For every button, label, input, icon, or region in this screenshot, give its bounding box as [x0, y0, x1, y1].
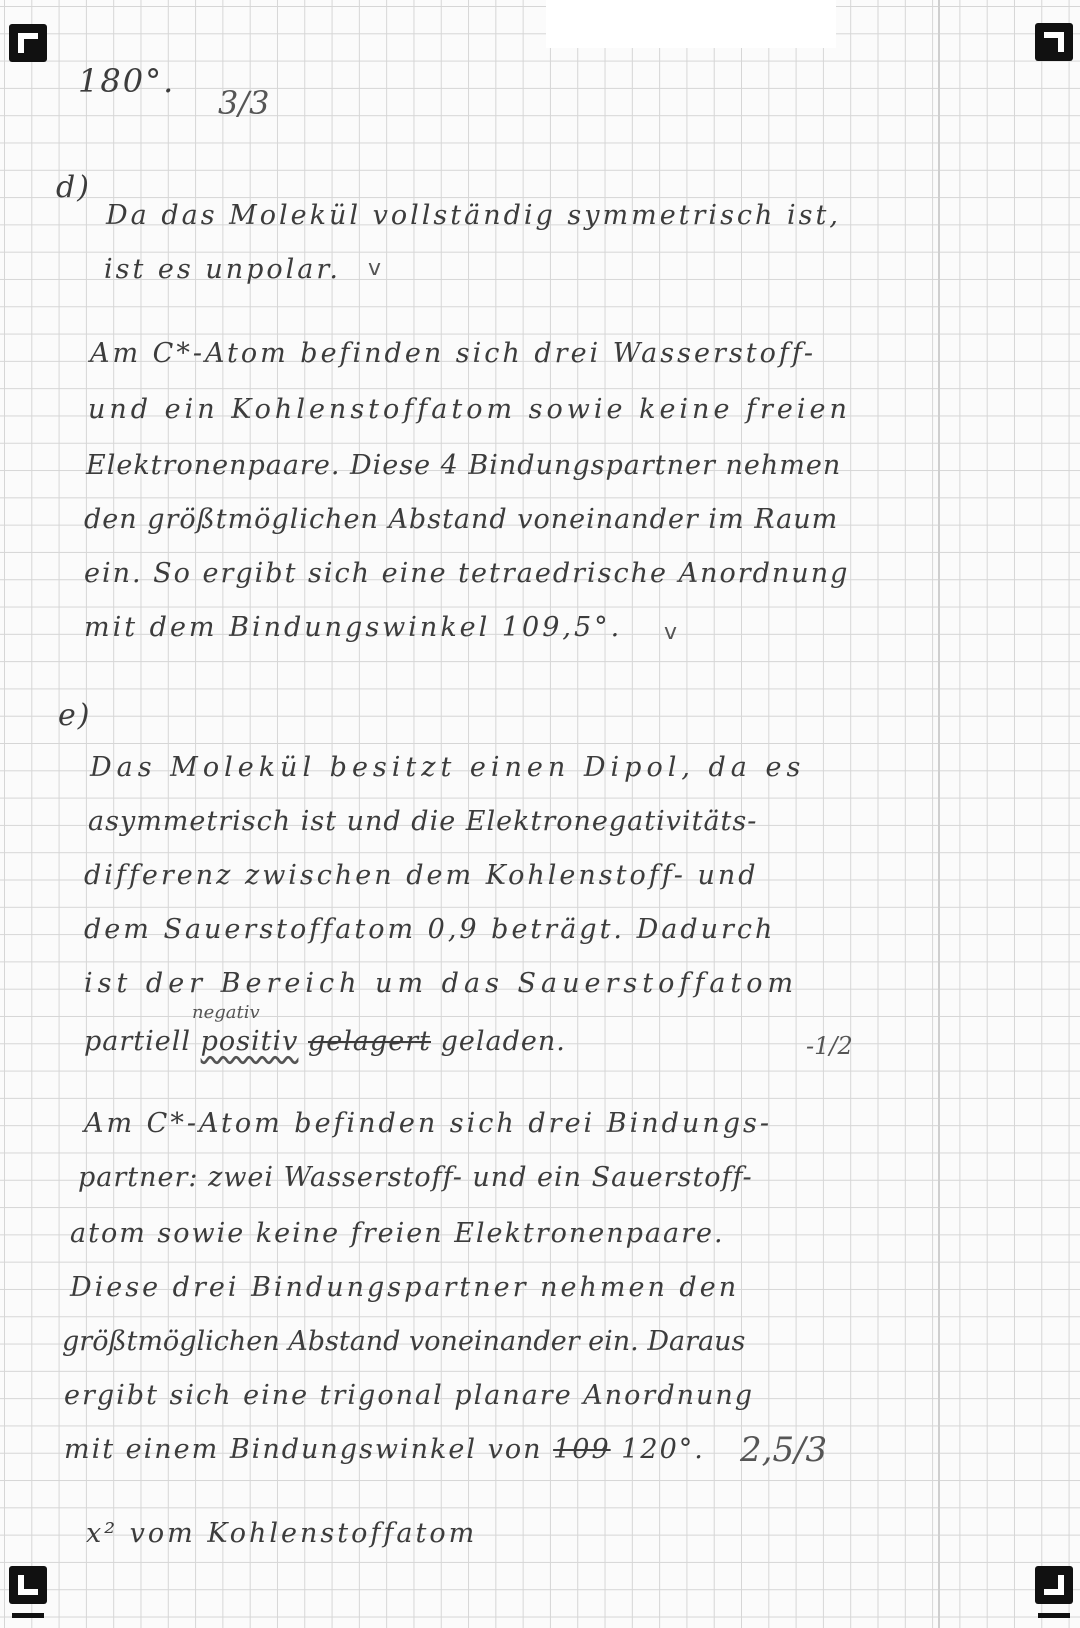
inserted-word-negativ: negativ: [192, 1002, 260, 1023]
scan-bar-left: [12, 1613, 44, 1618]
e-line-13-end: 120°.: [621, 1434, 705, 1465]
score-top: 3/3: [218, 84, 270, 122]
d-line-1: Da das Molekül vollständig symmetrisch ist,: [106, 200, 841, 231]
e-line-1: Das Molekül besitzt einen Dipol, da es: [90, 752, 806, 783]
d-line-4: und ein Kohlenstoffatom sowie keine freien: [88, 394, 851, 425]
e-line-2: asymmetrisch ist und die Elektronegativitäts-: [88, 806, 758, 837]
crossed-word-gelagert: gelagert: [308, 1026, 432, 1057]
e-line-13-start: mit einem Bindungswinkel von: [64, 1434, 543, 1465]
angle-value: 180°.: [78, 62, 176, 100]
e-line-6-start: partiell: [84, 1026, 192, 1057]
label-d: d): [56, 170, 91, 205]
d-line-3: Am C*-Atom befinden sich drei Wasserstoff-: [90, 338, 816, 369]
d-line-8: mit dem Bindungswinkel 109,5°.: [84, 612, 623, 643]
e-line-10: Diese drei Bindungspartner nehmen den: [70, 1272, 740, 1303]
margin-line: [938, 0, 940, 1628]
check-mark-1: v: [368, 256, 382, 281]
e-line-6: [84, 1026, 566, 1057]
e-line-8: partner: zwei Wasserstoff- und ein Sauerstoff-: [78, 1162, 753, 1193]
d-line-6: den größtmöglichen Abstand voneinander im Raum: [84, 504, 839, 535]
e-line-4: dem Sauerstoffatom 0,9 beträgt. Dadurch: [84, 914, 776, 945]
crossed-word-positiv: positiv: [200, 1026, 299, 1057]
e-line-12: ergibt sich eine trigonal planare Anordnung: [64, 1380, 755, 1411]
scan-corner-marker-top-left-icon: [9, 24, 47, 62]
e-line-9: atom sowie keine freien Elektronenpaare.: [70, 1218, 725, 1249]
e-line-3: differenz zwischen dem Kohlenstoff- und: [84, 860, 759, 891]
footnote: x² vom Kohlenstoffatom: [86, 1518, 478, 1549]
d-line-2: ist es unpolar.: [104, 254, 341, 285]
scan-corner-marker-top-right-icon: [1035, 23, 1073, 61]
e-line-13: [64, 1434, 705, 1465]
scan-top-strip: [546, 0, 836, 48]
score-e: 2,5/3: [740, 1430, 828, 1470]
label-e: e): [58, 698, 92, 733]
scan-corner-marker-bottom-left-icon: [9, 1566, 47, 1604]
e-line-5: ist der Bereich um das Sauerstoffatom: [84, 968, 799, 999]
e-line-7: Am C*-Atom befinden sich drei Bindungs-: [84, 1108, 772, 1139]
e-line-6-end: geladen.: [440, 1026, 566, 1057]
scan-bar-right: [1038, 1613, 1070, 1618]
check-mark-2: v: [664, 620, 678, 645]
e-line-11: größtmöglichen Abstand voneinander ein. Daraus: [62, 1326, 746, 1357]
crossed-number-109: 109: [553, 1434, 611, 1465]
d-line-7: ein. So ergibt sich eine tetraedrische Anordnung: [84, 558, 850, 589]
d-line-5: Elektronenpaare. Diese 4 Bindungspartner nehmen: [86, 450, 842, 481]
scan-corner-marker-bottom-right-icon: [1035, 1566, 1073, 1604]
deduction-mark: -1/2: [806, 1032, 853, 1060]
